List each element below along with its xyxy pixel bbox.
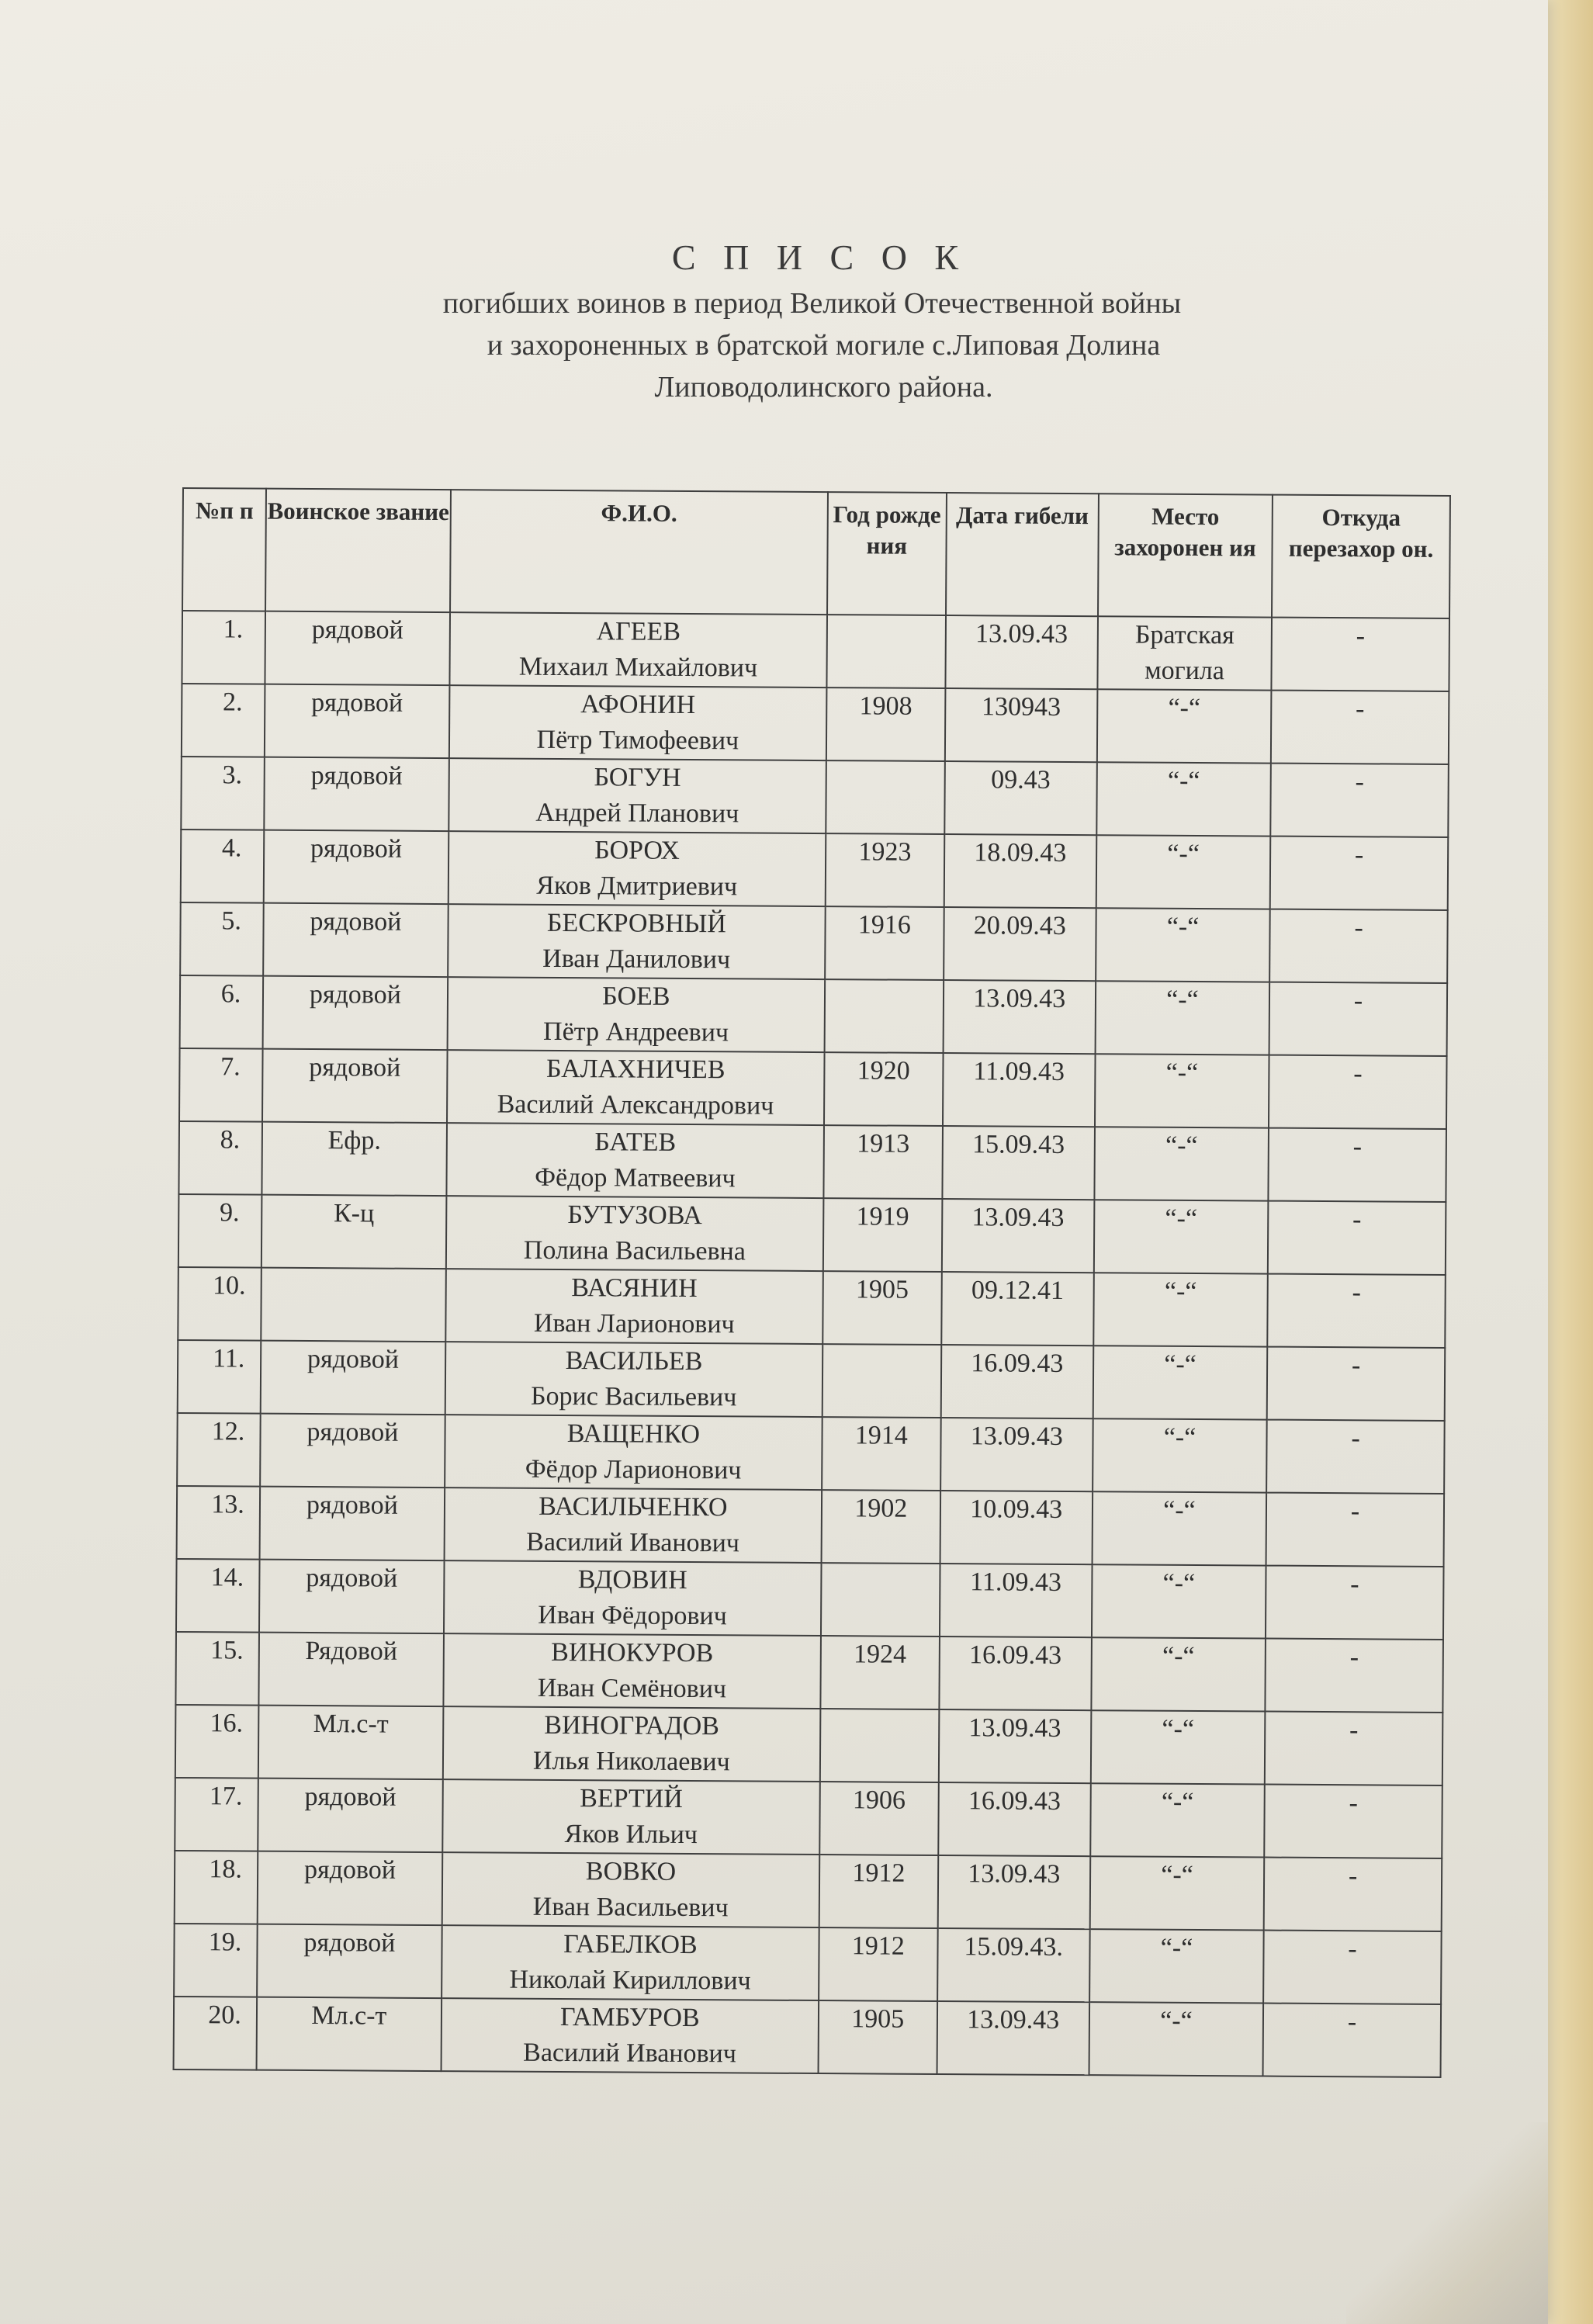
cell-birth-year: 1919: [823, 1198, 942, 1272]
table-row: [178, 1267, 1446, 1348]
cell-reburied-from: -: [1263, 1931, 1442, 2004]
cell-rank: [261, 1268, 445, 1342]
cell-birth-year: 1905: [819, 2000, 937, 2074]
cell-num: 15.: [175, 1632, 259, 1706]
table-row: [178, 1340, 1446, 1421]
cell-name: [445, 1342, 822, 1417]
table-row: [177, 1413, 1445, 1494]
cell-reburied-from: -: [1268, 1201, 1446, 1275]
cell-birth-year: [820, 1709, 939, 1782]
table-row: [179, 1048, 1447, 1129]
cell-death-date: 16.09.43: [939, 1636, 1092, 1710]
header-from: Откуда перезахор он.: [1272, 495, 1450, 618]
cell-birth-year: 1906: [819, 1782, 938, 1855]
cell-num: 14.: [176, 1559, 260, 1633]
cell-num: 3.: [181, 757, 265, 830]
cell-num: 18.: [175, 1851, 258, 1924]
cell-name: [449, 612, 827, 688]
cell-rank: рядовой: [261, 1341, 445, 1415]
given-names: Полина Васильевна: [523, 1235, 746, 1266]
cell-burial-place: “-“: [1090, 1856, 1265, 1930]
cell-reburied-from: -: [1268, 1128, 1446, 1202]
cell-burial-place: “-“: [1095, 1054, 1269, 1127]
cell-reburied-from: -: [1267, 1274, 1446, 1348]
cell-reburied-from: -: [1263, 2004, 1442, 2077]
table-row: [175, 1851, 1442, 1931]
header-name: Ф.И.О.: [450, 490, 828, 615]
cell-num: 8.: [178, 1121, 262, 1195]
cell-burial-place: “-“: [1096, 762, 1271, 836]
table-header: [182, 488, 1450, 618]
cell-burial-place: “-“: [1095, 981, 1269, 1055]
cell-birth-year: [825, 979, 944, 1053]
cell-birth-year: 1914: [822, 1417, 940, 1491]
cell-death-date: 13.09.43: [943, 980, 1096, 1054]
given-names: Иван Васильевич: [532, 1892, 729, 1923]
subtitle-line-2: и захороненных в братской могиле с.Липовая Долина: [487, 329, 1161, 362]
surname: ВАЩЕНКО: [566, 1419, 701, 1449]
given-names: Михаил Михайлович: [518, 652, 758, 683]
cell-num: 11.: [178, 1340, 261, 1414]
table-row: [182, 611, 1449, 691]
cell-burial-place: “-“: [1092, 1491, 1266, 1565]
cell-rank: рядовой: [262, 1049, 447, 1123]
cell-death-date: 13.09.43: [945, 615, 1098, 689]
cell-num: 20.: [174, 1997, 258, 2070]
cell-burial-place: “-“: [1091, 1710, 1266, 1784]
table-row: [178, 1121, 1446, 1202]
surname: ВОВКО: [585, 1857, 677, 1886]
given-names: Василий Александрович: [497, 1089, 774, 1120]
roster-table: [173, 487, 1451, 2078]
cell-death-date: 13.09.43: [940, 1418, 1093, 1491]
given-names: Иван Фёдорович: [538, 1600, 727, 1631]
cell-death-date: 20.09.43: [944, 907, 1096, 981]
cell-num: 9.: [178, 1194, 262, 1268]
cell-death-date: 09.12.41: [941, 1272, 1094, 1346]
cell-rank: Ефр.: [262, 1122, 447, 1196]
given-names: Николай Кириллович: [509, 1965, 751, 1996]
cell-death-date: 15.09.43: [942, 1126, 1095, 1200]
surname: БОРОХ: [594, 836, 680, 865]
cell-rank: рядовой: [258, 1779, 442, 1852]
given-names: Андрей Планович: [535, 798, 739, 829]
cell-name: [442, 1925, 819, 2000]
cell-reburied-from: -: [1271, 691, 1449, 764]
table-row: [178, 1194, 1446, 1275]
cell-name: [449, 685, 827, 760]
table-row: [174, 1997, 1442, 2077]
surname: АФОНИН: [580, 690, 696, 720]
cell-death-date: 09.43: [944, 761, 1097, 835]
cell-birth-year: [826, 760, 944, 834]
paper-fold-shadow: [1346, 2122, 1548, 2324]
document-title: С П И С О К: [671, 237, 968, 277]
surname: БОГУН: [594, 763, 681, 792]
cell-name: [445, 1415, 822, 1490]
cell-death-date: 11.09.43: [939, 1564, 1092, 1637]
cell-num: 16.: [175, 1705, 259, 1779]
cell-rank: рядовой: [259, 1560, 444, 1633]
table-row: [176, 1559, 1444, 1640]
cell-birth-year: [821, 1563, 940, 1636]
cell-name: [447, 1050, 825, 1125]
cell-death-date: 15.09.43.: [937, 1928, 1090, 2002]
cell-death-date: 13.09.43: [941, 1199, 1094, 1273]
cell-reburied-from: -: [1266, 1420, 1445, 1494]
cell-name: [443, 1706, 821, 1782]
given-names: Илья Николаевич: [532, 1746, 730, 1777]
surname: ВАСИЛЬЧЕНКО: [539, 1491, 728, 1522]
cell-death-date: 13.09.43: [937, 2001, 1089, 2075]
given-names: Фёдор Ларионович: [525, 1454, 742, 1485]
cell-rank: рядовой: [263, 903, 448, 977]
cell-burial-place: “-“: [1091, 1637, 1266, 1711]
cell-birth-year: 1905: [822, 1271, 941, 1345]
header-year: Год рожде ния: [827, 492, 946, 615]
table-row: [180, 902, 1448, 983]
header-row: [182, 488, 1450, 618]
given-names: Иван Семёнович: [537, 1673, 727, 1704]
cell-reburied-from: -: [1264, 1858, 1442, 1931]
cell-reburied-from: -: [1269, 1055, 1447, 1129]
given-names: Яков Ильич: [564, 1820, 698, 1850]
cell-rank: рядовой: [265, 684, 449, 758]
cell-name: [448, 904, 826, 979]
cell-death-date: 130943: [944, 688, 1097, 762]
cell-reburied-from: -: [1267, 1347, 1446, 1421]
cell-burial-place: “-“: [1093, 1273, 1268, 1346]
cell-rank: К-ц: [261, 1195, 446, 1269]
cell-reburied-from: -: [1270, 836, 1449, 910]
cell-birth-year: [827, 615, 946, 688]
cell-num: 7.: [179, 1048, 263, 1122]
given-names: Борис Васильевич: [530, 1381, 737, 1412]
cell-burial-place: “-“: [1090, 1783, 1265, 1857]
surname: ВАСИЛЬЕВ: [565, 1346, 703, 1377]
cell-death-date: 18.09.43: [944, 834, 1096, 908]
cell-rank: рядовой: [264, 830, 448, 904]
surname: АГЕЕВ: [596, 617, 681, 646]
surname: ВАСЯНИН: [571, 1273, 698, 1304]
cell-burial-place: “-“: [1092, 1564, 1266, 1638]
given-names: Яков Дмитриевич: [536, 871, 738, 902]
cell-rank: рядовой: [263, 976, 448, 1050]
surname: ГАМБУРОВ: [559, 2003, 700, 2033]
cell-rank: рядовой: [257, 1924, 442, 1998]
cell-burial-place: “-“: [1096, 835, 1271, 909]
cell-birth-year: [822, 1344, 941, 1418]
cell-birth-year: 1916: [825, 906, 944, 980]
cell-rank: рядовой: [260, 1414, 445, 1488]
table-body: [174, 611, 1449, 2077]
cell-burial-place: “-“: [1093, 1346, 1268, 1419]
cell-reburied-from: -: [1265, 1639, 1443, 1713]
given-names: Иван Ларионович: [533, 1308, 735, 1339]
cell-burial-place: “-“: [1094, 1127, 1269, 1200]
cell-name: [444, 1488, 822, 1563]
cell-num: 4.: [181, 830, 265, 903]
table-row: [181, 830, 1449, 910]
document-header: [0, 237, 1593, 408]
cell-name: [441, 1998, 819, 2073]
given-names: Фёдор Матвеевич: [535, 1162, 736, 1193]
cell-birth-year: 1902: [822, 1490, 940, 1564]
cell-rank: Рядовой: [259, 1633, 444, 1706]
cell-burial-place: “-“: [1097, 689, 1272, 763]
cell-rank: рядовой: [258, 1851, 442, 1925]
cell-burial-place: “-“: [1094, 1200, 1269, 1273]
subtitle-line-1: погибших воинов в период Великой Отечественной войны: [442, 287, 1182, 320]
header-place: Место захоронен ия: [1098, 494, 1273, 617]
table-row: [181, 757, 1449, 837]
cell-reburied-from: -: [1266, 1566, 1444, 1640]
header-date: Дата гибели: [946, 493, 1099, 616]
cell-name: [447, 977, 825, 1052]
cell-death-date: 11.09.43: [942, 1053, 1095, 1127]
surname: БОЕВ: [602, 982, 670, 1011]
cell-num: 6.: [180, 975, 264, 1049]
cell-num: 2.: [182, 684, 265, 757]
cell-birth-year: 1912: [819, 1855, 938, 1928]
cell-burial-place: “-“: [1089, 1929, 1264, 2003]
cell-death-date: 10.09.43: [940, 1491, 1093, 1564]
cell-reburied-from: -: [1264, 1785, 1442, 1858]
given-names: Пётр Андреевич: [542, 1017, 729, 1048]
given-names: Василий Иванович: [523, 2038, 737, 2069]
cell-reburied-from: -: [1265, 1712, 1443, 1785]
surname: БУТУЗОВА: [567, 1200, 703, 1231]
cell-name: [445, 1269, 823, 1344]
surname: ГАБЕЛКОВ: [563, 1930, 698, 1960]
given-names: Иван Данилович: [542, 944, 731, 975]
surname: БАЛАХНИЧЕВ: [545, 1054, 726, 1085]
cell-death-date: 13.09.43: [938, 1709, 1091, 1783]
cell-reburied-from: -: [1269, 909, 1448, 983]
cell-burial-place: “-“: [1089, 2002, 1263, 2076]
header-num: №п п: [182, 488, 266, 611]
cell-num: 19.: [174, 1924, 258, 1997]
surname: ВИНОКУРОВ: [551, 1637, 714, 1668]
table-row: [177, 1486, 1445, 1567]
cell-name: [443, 1633, 821, 1709]
cell-name: [448, 758, 826, 833]
cell-death-date: 16.09.43: [940, 1345, 1093, 1418]
cell-birth-year: 1924: [820, 1636, 939, 1709]
surname: ВЕРТИЙ: [580, 1784, 684, 1813]
surname: ВДОВИН: [577, 1565, 687, 1595]
given-names: Василий Иванович: [526, 1527, 740, 1558]
cell-rank: рядовой: [264, 757, 448, 831]
table-row: [175, 1632, 1443, 1713]
table-row: [175, 1778, 1442, 1858]
cell-rank: рядовой: [260, 1487, 445, 1560]
cell-num: 12.: [177, 1413, 261, 1487]
cell-num: 1.: [182, 611, 265, 684]
cell-name: [444, 1560, 822, 1636]
cell-birth-year: 1920: [824, 1052, 943, 1126]
cell-burial-place: “-“: [1096, 908, 1270, 982]
cell-num: 10.: [178, 1267, 261, 1341]
table-row: [175, 1705, 1443, 1785]
cell-rank: рядовой: [265, 611, 450, 685]
cell-birth-year: 1912: [819, 1927, 937, 2001]
cell-rank: Мл.с-т: [257, 1997, 442, 2071]
cell-num: 17.: [175, 1778, 258, 1851]
cell-reburied-from: -: [1269, 982, 1448, 1056]
cell-reburied-from: -: [1271, 618, 1449, 691]
cell-death-date: 16.09.43: [938, 1782, 1091, 1856]
cell-rank: Мл.с-т: [258, 1706, 443, 1779]
cell-birth-year: 1913: [823, 1125, 942, 1199]
cell-num: 13.: [177, 1486, 261, 1560]
cell-burial-place: Братская могила: [1097, 616, 1272, 690]
cell-reburied-from: -: [1270, 764, 1449, 837]
cell-name: [446, 1196, 824, 1271]
header-rank: Воинское звание: [265, 489, 451, 612]
table-row: [180, 975, 1448, 1056]
cell-name: [446, 1123, 824, 1198]
cell-name: [442, 1779, 820, 1855]
table-row: [182, 684, 1449, 764]
cell-name: [442, 1852, 819, 1927]
surname: БАТЕВ: [594, 1127, 677, 1157]
cell-death-date: 13.09.43: [937, 1855, 1090, 1929]
subtitle-line-3: Липоводолинского района.: [654, 371, 993, 403]
cell-num: 5.: [180, 902, 264, 976]
cell-name: [448, 831, 826, 906]
table-row: [174, 1924, 1442, 2004]
given-names: Пётр Тимофеевич: [536, 725, 739, 756]
cell-birth-year: 1908: [826, 688, 945, 761]
cell-burial-place: “-“: [1093, 1418, 1267, 1492]
surname: ВИНОГРАДОВ: [544, 1710, 720, 1741]
surname: БЕСКРОВНЫЙ: [546, 908, 727, 939]
cell-birth-year: 1923: [826, 833, 944, 907]
cell-reburied-from: -: [1266, 1493, 1445, 1567]
